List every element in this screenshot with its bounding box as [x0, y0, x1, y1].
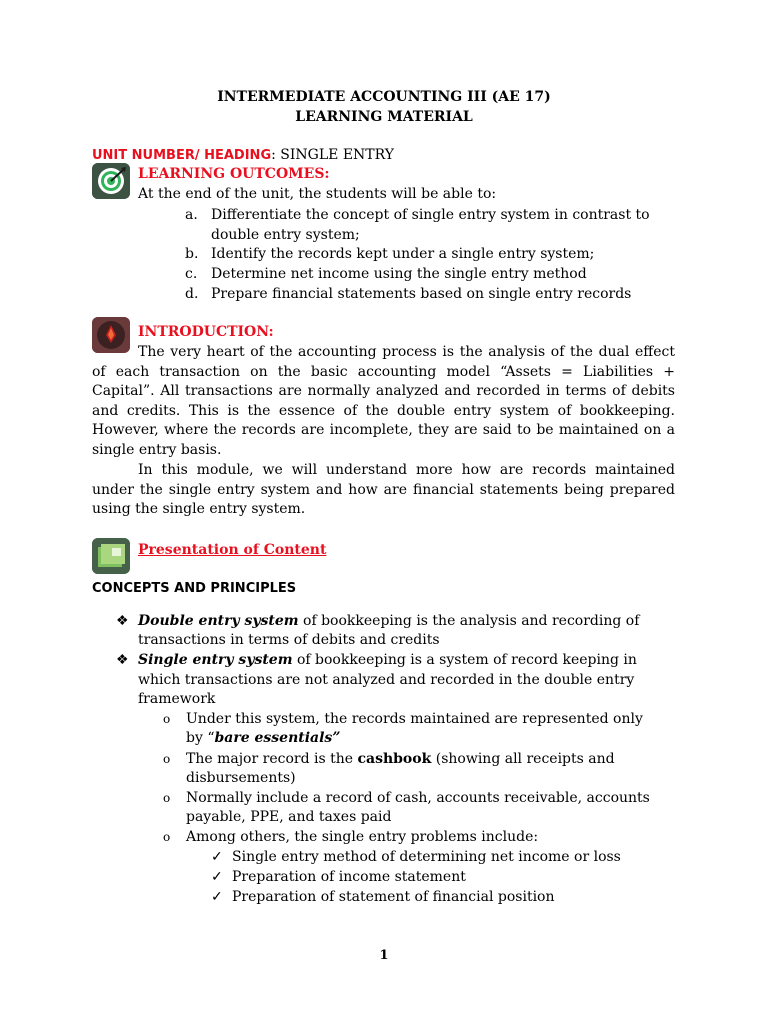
document-subtitle: LEARNING MATERIAL — [295, 109, 473, 125]
document-title: INTERMEDIATE ACCOUNTING III (AE 17) — [217, 89, 551, 105]
unit-label: UNIT NUMBER/ HEADING — [92, 148, 272, 163]
learning-outcomes-intro: At the end of the unit, the students will be able to: — [138, 186, 497, 202]
checkmark-icon: ✓ — [211, 869, 223, 885]
diamond-bullet-icon: ❖ — [116, 613, 129, 629]
bullet-single-entry-cont2: framework — [138, 691, 216, 707]
sub-point-3-cont: payable, PPE, and taxes paid — [186, 809, 392, 825]
check-item-1: Single entry method of determining net income or loss — [232, 849, 621, 865]
unit-colon: : — [271, 147, 276, 163]
introduction-paragraph-1: The very heart of the accounting process is the analysis of the dual effect of each transaction on the basic accounting model “Assets = Liabilities + Capital”. All transactions are normally analyzed and recorded in terms of debits and credits. This is the essence of the double entry system of bookkeeping. However, where the records are incomplete, they are said to be maintained on a single entry basis. — [92, 344, 675, 458]
circle-bullet-icon: o — [163, 752, 171, 766]
checkmark-icon: ✓ — [211, 889, 223, 905]
outcome-item-b: b. Identify the records kept under a single entry system; — [185, 246, 595, 262]
diamond-bullet-icon: ❖ — [116, 652, 129, 668]
bullet-single-entry: Single entry system of bookkeeping is a system of record keeping in — [138, 652, 637, 668]
bullet-double-entry-cont: transactions in terms of debits and credits — [138, 632, 440, 648]
concepts-heading: CONCEPTS AND PRINCIPLES — [92, 581, 297, 596]
sub-point-4: Among others, the single entry problems include: — [186, 829, 539, 845]
bullet-single-entry-cont1: which transactions are not analyzed and recorded in the double entry — [138, 672, 635, 688]
outcome-item-d: d. Prepare financial statements based on single entry records — [185, 286, 632, 302]
bullet-double-entry: Double entry system of bookkeeping is the analysis and recording of — [138, 613, 640, 629]
page-number: 1 — [379, 948, 389, 963]
sub-point-1-cont: by “bare essentials” — [186, 730, 341, 746]
learning-outcomes-heading: LEARNING OUTCOMES: — [138, 166, 330, 182]
introduction-heading: INTRODUCTION: — [138, 324, 274, 340]
sub-point-2: The major record is the cashbook (showing all receipts and — [186, 751, 615, 767]
circle-bullet-icon: o — [163, 791, 171, 805]
outcome-item-a: a. Differentiate the concept of single entry system in contrast to — [185, 207, 650, 223]
unit-value: SINGLE ENTRY — [275, 147, 394, 163]
check-item-2: Preparation of income statement — [232, 869, 466, 885]
circle-bullet-icon: o — [163, 712, 171, 726]
document-stack-icon — [92, 538, 130, 574]
outcome-item-c: c. Determine net income using the single entry method — [185, 266, 587, 282]
presentation-heading: Presentation of Content — [138, 542, 327, 558]
sub-point-1: Under this system, the records maintained are represented only — [186, 711, 643, 727]
checkmark-icon: ✓ — [211, 849, 223, 865]
circle-bullet-icon: o — [163, 830, 171, 844]
sub-point-2-cont: disbursements) — [186, 770, 296, 786]
sub-point-3: Normally include a record of cash, accounts receivable, accounts — [186, 790, 650, 806]
unit-heading — [92, 146, 394, 165]
outcome-item-a-cont: double entry system; — [211, 227, 360, 243]
check-item-3: Preparation of statement of financial position — [232, 889, 555, 905]
introduction-paragraph-2: In this module, we will understand more how are records maintained under the single entry system and how are financial statements being prepared using the single entry system. — [92, 462, 675, 518]
target-icon — [92, 163, 130, 199]
